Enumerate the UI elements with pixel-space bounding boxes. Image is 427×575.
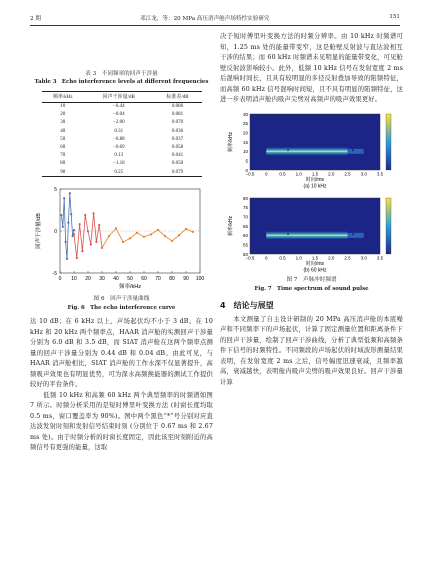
y-tick-label: 30 <box>242 111 248 117</box>
table3-header-cell: 标准差/dB <box>154 91 202 102</box>
y-tick-label: 10 <box>242 148 248 154</box>
right-column <box>220 32 403 388</box>
data-point <box>136 232 138 234</box>
y-axis-label: 频率/kHz <box>228 131 234 152</box>
data-point <box>157 229 159 231</box>
data-point <box>84 214 86 216</box>
data-point <box>76 257 78 259</box>
x-axis-label: 时间/ms <box>305 260 325 267</box>
x-tick-label: 0.5 <box>279 171 286 176</box>
y-tick-label: 5 <box>245 157 248 163</box>
table-row <box>42 119 202 127</box>
fig6-chart <box>30 183 213 295</box>
data-point <box>73 229 75 231</box>
x-tick-label: 60 <box>141 276 147 283</box>
table3-cell: 20 <box>60 112 66 118</box>
asterisk-marker: * <box>286 232 290 239</box>
section4-paragraph: 本文测量了自主设计研制的 20 MPa 高压消声舱的本底噪声和不同频率下的声场起伏，计算了固定测量位置和距离条件下的回声干涉量，绘制了回声干涉曲线，分析了典型低频和高频条件下信号的时频特性。不同频段的声场起伏的时域波形测量结果表明，在发射宽度 2 ms 之后，信号幅度迅速衰减，且频率越高，衰减越快，表明舱内吸声尖劈的吸声效果良好。回声干涉量计算 <box>220 315 403 386</box>
table-row <box>42 152 202 160</box>
x-tick-label: 0 <box>264 255 268 260</box>
reverb-tail <box>348 232 364 237</box>
y-tick-label: 25 <box>242 120 248 126</box>
x-tick-label: 0.5 <box>279 255 286 260</box>
data-point <box>62 226 64 228</box>
table3-cell: 70 <box>60 153 66 159</box>
subfigure-label: (a) 10 kHz <box>303 183 327 189</box>
data-point <box>87 230 89 232</box>
x-axis-label: 频率/kHz <box>118 284 142 291</box>
table3 <box>42 91 202 178</box>
asterisk-marker: * <box>351 232 355 239</box>
table-row <box>42 143 202 151</box>
x-tick-label: 90 <box>183 276 189 283</box>
data-point <box>171 240 173 242</box>
spectrogram-background <box>250 198 380 254</box>
y-tick-label: 75 <box>242 204 248 210</box>
x-tick-label: 80 <box>169 276 175 283</box>
data-point <box>150 233 152 235</box>
table3-cell: −0.44 <box>113 104 125 110</box>
table3-header-cell: 回声干涉量/dB <box>84 91 154 102</box>
table-row <box>42 135 202 143</box>
y-axis-label: 频率/kHz <box>228 215 234 236</box>
page-header <box>30 12 400 26</box>
y-tick-label: 50 <box>242 251 248 257</box>
y-tick-label: 15 <box>242 139 248 145</box>
data-point <box>79 223 81 225</box>
y-tick-label: 20 <box>242 129 248 135</box>
table3-cell: 0.25 <box>84 168 154 177</box>
x-tick-label: 3.0 <box>360 255 367 260</box>
x-tick-label: −0.5 <box>245 255 255 260</box>
left-column <box>30 70 213 454</box>
x-tick-label: 1.0 <box>295 255 302 260</box>
data-point <box>115 227 117 229</box>
issue-number: 2 期 <box>30 16 41 22</box>
running-title: 邓江龙，等：20 MPa 高压消声舱声场特性实验研究 <box>140 16 270 22</box>
table-row <box>42 160 202 168</box>
fig7a-spectrogram <box>220 110 403 192</box>
table3-cell: 10 <box>60 104 66 110</box>
y-tick-label: 65 <box>242 223 248 229</box>
data-point <box>73 233 75 235</box>
table3-cell: 0.070 <box>171 120 184 126</box>
table3-cell: 60 <box>60 145 66 151</box>
y-tick-label: 0 <box>245 167 248 173</box>
section4-title: 4 结论与展望 <box>220 300 274 310</box>
table3-cell: 50 <box>60 136 66 142</box>
table3-cell: −1.18 <box>113 161 125 167</box>
x-tick-label: 3.5 <box>376 255 384 260</box>
table3-cell: 0.037 <box>171 136 184 142</box>
table3-cell: 0.041 <box>171 153 184 159</box>
data-point <box>101 247 103 249</box>
table3-title-cn: 表 3 不同频率的回声干涉量 <box>85 71 158 77</box>
left-paragraph: 低频 10 kHz 和高频 60 kHz 两个典型频率的时频谱如图 7 所示。时频分析采用的是短时傅里叶变换方法 (时窗长度均取 0.5 ms，窗口覆盖率为 90%)。图中两个黑色“*”号分别对应直达波发射时刻和发射信号结束时刻 (分别位于 0.67 ms 和 2.67 ms 处)。由于时频分析的时窗长度固定，因此该至时刻附近的高频信号有更强的能量，这取 <box>30 391 213 452</box>
x-tick-label: 50 <box>127 276 133 283</box>
x-tick-label: 2.5 <box>344 255 351 260</box>
x-axis-label: 时间/ms <box>305 176 325 183</box>
fig7b-spectrogram <box>220 194 403 276</box>
asterisk-marker: * <box>286 148 290 155</box>
series-line <box>74 214 102 259</box>
x-tick-label: 1.5 <box>311 255 319 260</box>
data-point <box>66 258 68 260</box>
data-point <box>81 250 83 252</box>
y-tick-label: 55 <box>242 241 248 247</box>
x-tick-label: 0 <box>264 171 268 176</box>
x-tick-label: 2.5 <box>344 171 351 176</box>
table3-cell: 40 <box>60 128 66 134</box>
fig7-caption-cn: 图 7 声脉冲时频谱 <box>286 276 337 283</box>
table3-cell: 0.058 <box>171 145 184 151</box>
x-tick-label: 2.0 <box>328 255 335 260</box>
page-number: 151 <box>389 14 400 20</box>
y-axis-label: 回声干涉量/dB <box>36 213 42 250</box>
data-point <box>90 244 92 246</box>
fig6-caption-en: Fig. 6 The echo interference curve <box>67 305 176 312</box>
data-point <box>67 222 69 224</box>
table3-cell: −0.88 <box>113 136 125 142</box>
table3-cell: 30 <box>60 120 66 126</box>
data-point <box>108 235 110 237</box>
data-point <box>98 224 100 226</box>
data-point <box>178 234 180 236</box>
x-tick-label: 0 <box>58 276 62 283</box>
right-paragraph: 决于短时傅里叶变换方法的时频分辨率。由 10 kHz 时频谱可知，1.25 ms 处的能量带变窄，这是舱壁反射波与直达波相互干涉的结果；而 60 kHz 时频谱未见明显的能量带变化，可见舱壁反射波影响较小。此外，低频 10 kHz 信号在发射宽度 2 ms 后混响时间长，且具有较明显的多径反射叠加导致的陷频特征，而高频 60 kHz 信号混响时间短，且不具有明显的陷频特征，这进一步表明消声舱内吸声尖劈对高频声的吸声效果更好。 <box>220 33 403 103</box>
x-tick-label: 3.0 <box>360 171 367 176</box>
y-tick-label: 5 <box>54 187 57 194</box>
table3-cell: 0.31 <box>114 128 124 134</box>
table3-cell: 0.079 <box>154 168 202 177</box>
table-row <box>42 111 202 119</box>
data-point <box>70 213 72 215</box>
table3-cell: −0.69 <box>113 145 125 151</box>
data-point <box>122 241 124 243</box>
colorbar <box>386 198 391 254</box>
table3-cell: 90 <box>42 168 85 177</box>
data-point <box>69 192 71 194</box>
x-tick-label: 30 <box>99 276 105 283</box>
reverb-tail <box>348 148 364 153</box>
table-row <box>42 127 202 135</box>
x-tick-label: −0.5 <box>245 171 255 176</box>
data-point <box>164 235 166 237</box>
y-tick-label: 80 <box>242 195 248 201</box>
left-paragraph: 达 10 dB；在 6 kHz 以上，声场起伏均不小于 3 dB。在 10 kHz 和 20 kHz 两个频率点，HAAR 消声舱的实测回声干涉量分别为 6.0 dB 和 3.5 dB，而 SIAT 消声舱在这两个频率点测量的回声干涉量分别为 0.44 dB 和 0.04 dB。由此可见，与 HAAR 消声舱相比，SIAT 消声舱的工作水深不仅显著提升，高频吸声效果也有明显优势，可为深水高频换能器的测试工作提供较好的平台条件。 <box>30 318 213 389</box>
subfigure-label: (b) 60 kHz <box>303 267 327 273</box>
data-point <box>143 236 145 238</box>
y-tick-label: 70 <box>242 213 248 219</box>
data-point <box>65 241 67 243</box>
data-point <box>72 235 74 237</box>
y-tick-label: 0 <box>54 229 57 236</box>
table3-cell: 0.086 <box>171 104 184 110</box>
colorbar <box>386 114 391 170</box>
table3-cell: 0.036 <box>171 128 184 134</box>
data-point <box>185 228 187 230</box>
data-point <box>192 231 194 233</box>
table-row <box>42 102 202 111</box>
table3-title-en: Table 3 Echo interference levels at different frequencies <box>34 79 209 86</box>
data-point <box>60 214 62 216</box>
fig7-caption-en: Fig. 7 Time spectrum of sound pulse <box>254 285 369 292</box>
x-tick-label: 1.0 <box>295 171 302 176</box>
x-tick-label: 70 <box>155 276 161 283</box>
data-point <box>95 241 97 243</box>
asterisk-marker: * <box>351 148 355 155</box>
table3-cell: −2.00 <box>113 120 125 126</box>
spectrogram-background <box>250 114 380 170</box>
energy-band <box>266 231 347 239</box>
table-row <box>42 168 202 177</box>
table3-cell: 0.13 <box>114 153 124 159</box>
table3-cell: 0.050 <box>171 161 184 167</box>
data-point <box>63 197 65 199</box>
data-point <box>129 237 131 239</box>
data-point <box>93 212 95 214</box>
table3-cell: 80 <box>60 161 66 167</box>
x-tick-label: 20 <box>85 276 91 283</box>
x-tick-label: 100 <box>195 276 205 283</box>
energy-band <box>266 147 347 155</box>
table3-cell: −0.04 <box>113 112 125 118</box>
y-tick-label: 60 <box>242 232 248 238</box>
table3-cell: 0.081 <box>171 112 184 118</box>
x-tick-label: 2.0 <box>328 171 335 176</box>
x-tick-label: 3.5 <box>376 171 384 176</box>
y-tick-label: -5 <box>52 271 57 278</box>
x-tick-label: 10 <box>71 276 77 283</box>
fig6-caption-cn: 图 6 回声干涉量曲线 <box>93 296 150 303</box>
table3-header-cell: 频率/kHz <box>42 91 85 102</box>
x-tick-label: 1.5 <box>311 171 319 176</box>
series-line <box>102 229 193 248</box>
x-tick-label: 40 <box>113 276 119 283</box>
